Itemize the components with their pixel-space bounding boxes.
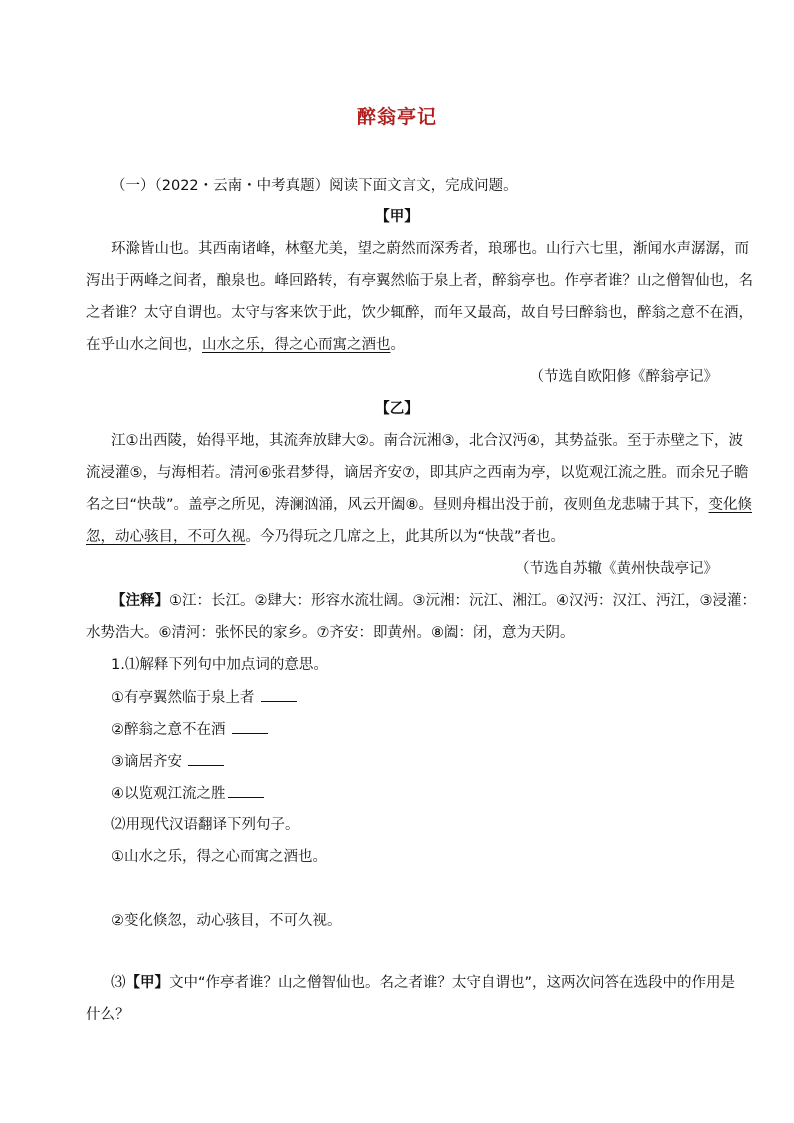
intro-text: （一）（2022・云南・中考真题）阅读下面文言文，完成问题。	[111, 178, 518, 194]
question-item-2	[111, 719, 268, 740]
jia-line-3: 之者谁？太守自谓也。太守与客来饮于此，饮少辄醉，而年又最高，故自号曰醉翁也，醉翁之意不在酒，	[86, 305, 753, 321]
yi-underlined-sentence-part-1: 变化倏	[708, 497, 753, 513]
jia-line-4-start: 在乎山水之间也，	[86, 337, 202, 353]
translate-item-2: ②变化倏忽，动心骇目，不可久视。	[111, 913, 342, 929]
question-item-3	[111, 751, 224, 772]
question-1-3-continued: 什么？	[86, 1007, 130, 1023]
notes-label: 【注释】	[111, 593, 169, 609]
yi-line-4-end: 。今乃得玩之几席之上，此其所以为“快哉”者也。	[245, 529, 566, 545]
answer-blank-2[interactable]	[232, 719, 268, 734]
question-item-1	[111, 687, 297, 708]
question-item-4-text: ④以览观江流之胜	[111, 786, 226, 802]
question-1-3-number: ⑶	[111, 975, 126, 991]
question-1-2: ⑵用现代汉语翻译下列句子。	[111, 817, 300, 833]
jia-underlined-sentence: 山水之乐，得之心而寓之酒也	[202, 337, 391, 353]
page-title: 醉翁亭记	[356, 106, 437, 128]
answer-blank-3[interactable]	[188, 751, 224, 766]
question-1-1: 1.⑴解释下列句中加点词的意思。	[111, 657, 328, 673]
yi-source: （节选自苏辙《黄州快哉亭记》	[515, 561, 718, 577]
notes-text-1: ①江：长江。②肆大：形容水流壮阔。③沅湘：沅江、湘江。④汉沔：汉江、沔江，③浸灌：	[169, 593, 756, 609]
notes-line-2: 水势浩大。⑥清河：张怀民的家乡。⑦齐安：即黄州。⑧阖：闭，意为天阴。	[86, 625, 575, 641]
yi-heading: 【乙】	[375, 401, 419, 417]
question-1-3	[111, 973, 735, 993]
yi-line-3-start: 名之曰“快哉”。盖亭之所见，涛澜汹涌，风云开阖⑧。昼则舟楫出没于前，夜则鱼龙悲啸于其下，	[86, 497, 709, 513]
question-1-3-tag: 【甲】	[125, 975, 169, 991]
jia-heading: 【甲】	[375, 209, 419, 225]
question-item-2-text: ②醉翁之意不在酒	[111, 722, 226, 738]
question-item-3-text: ③谪居齐安	[111, 754, 182, 770]
question-item-1-text: ①有亭翼然临于泉上者	[111, 690, 255, 706]
yi-line-4	[86, 527, 565, 547]
yi-line-1: 江①出西陵，始得平地，其流奔放肆大②。南合沅湘③，北合汉沔④，其势益张。至于赤壁之下，波	[111, 433, 743, 449]
jia-line-2: 泻出于两峰之间者，酿泉也。峰回路转，有亭翼然临于泉上者，醉翁亭也。作亭者谁？山之僧智仙也，名	[86, 273, 753, 289]
yi-line-2: 流浸灌⑤，与海相若。清河⑥张君梦得，谪居齐安⑦，即其庐之西南为亭，以览观江流之胜。而余兄子瞻	[86, 465, 749, 481]
notes-line-1	[111, 591, 756, 611]
jia-line-4-end: 。	[390, 337, 405, 353]
answer-blank-4[interactable]	[228, 783, 264, 798]
question-1-3-text: 文中“作亭者谁？山之僧智仙也。名之者谁？太守自谓也”，这两次问答在选段中的作用是	[169, 975, 736, 991]
question-item-4	[111, 783, 264, 804]
yi-underlined-sentence-part-2: 忽，动心骇目，不可久视	[86, 529, 246, 545]
answer-blank-1[interactable]	[261, 687, 297, 702]
jia-line-1: 环滁皆山也。其西南诸峰，林壑尤美，望之蔚然而深秀者，琅琊也。山行六七里，渐闻水声潺潺，而	[111, 241, 749, 257]
jia-source: （节选自欧阳修《醉翁亭记》	[529, 369, 718, 385]
yi-line-3	[86, 495, 752, 515]
jia-line-4	[86, 335, 405, 355]
translate-item-1: ①山水之乐，得之心而寓之酒也。	[111, 849, 327, 865]
